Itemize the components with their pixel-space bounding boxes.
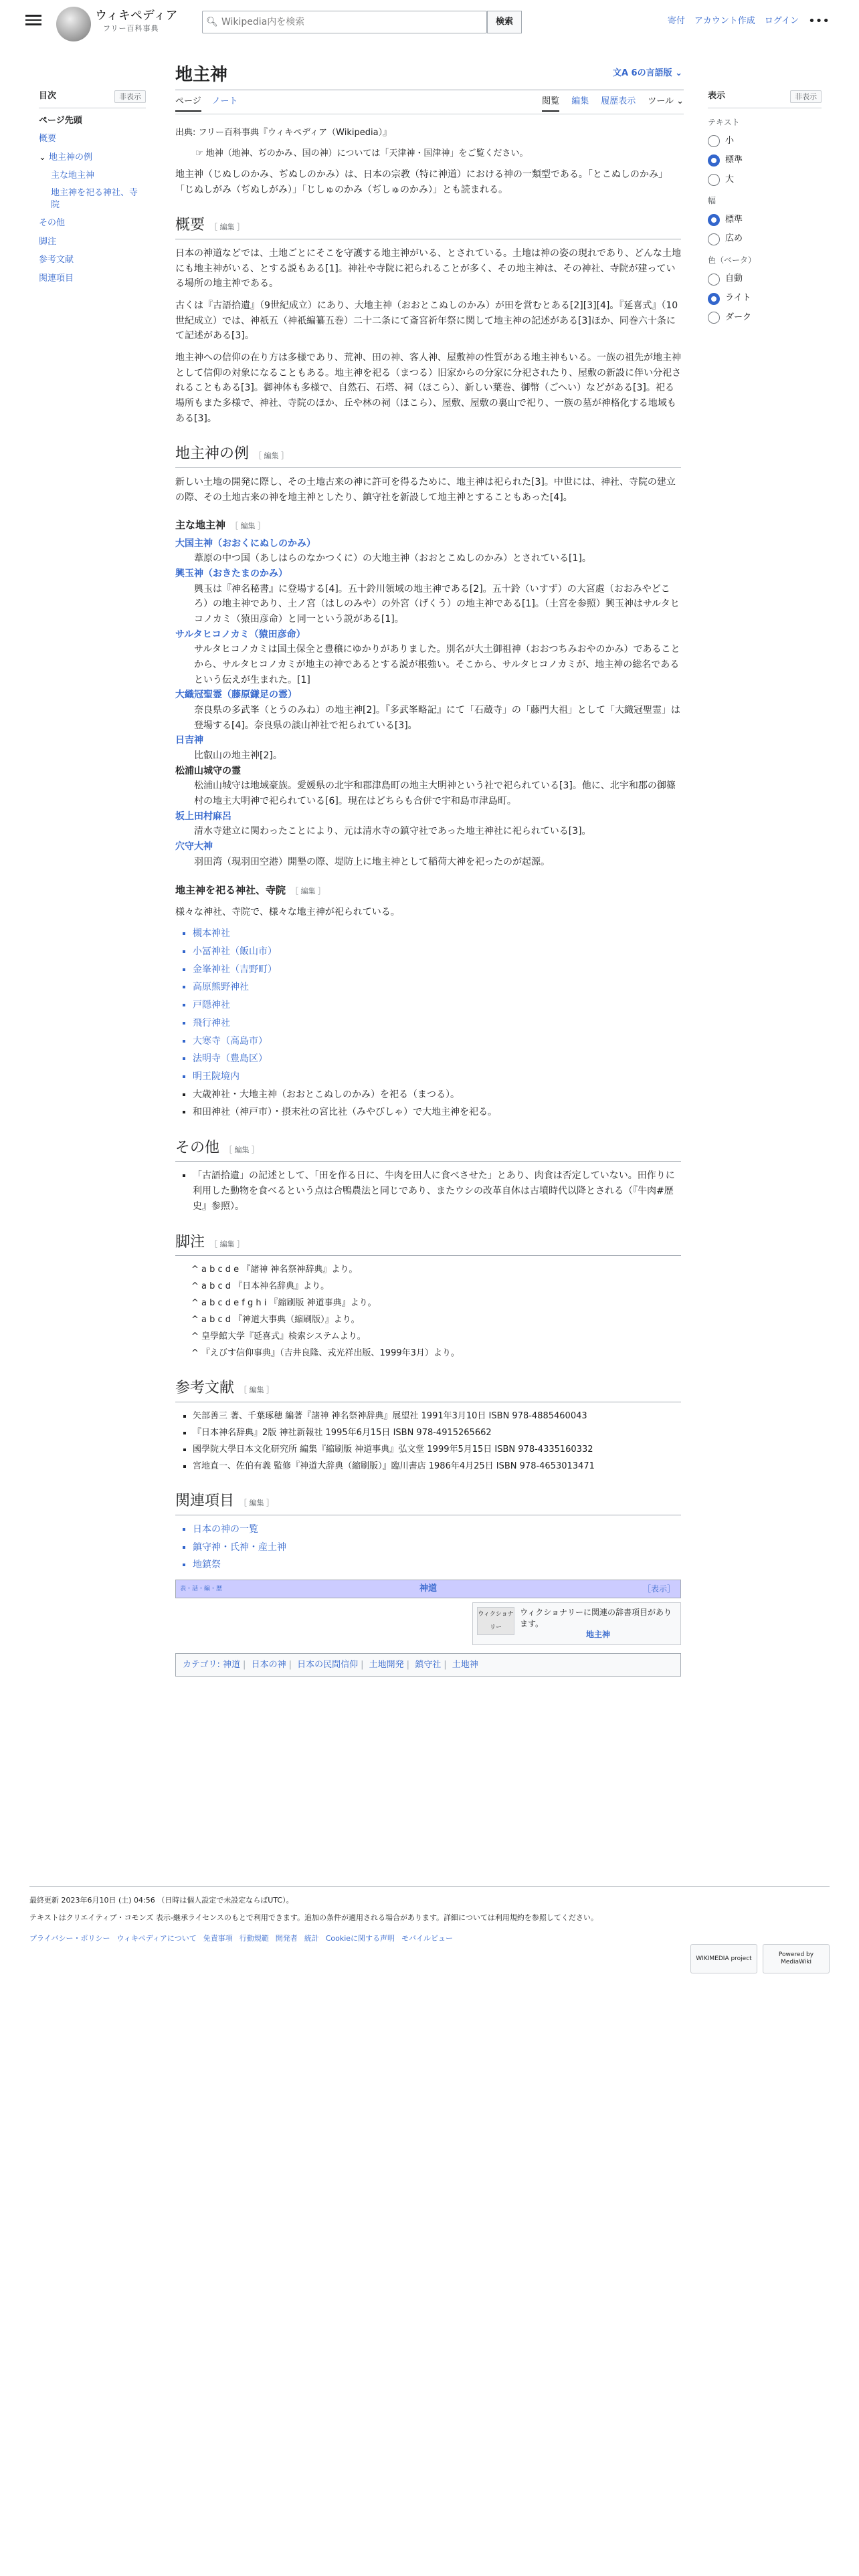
edit-section-link[interactable]: ［ 編集 ］ (225, 1145, 260, 1154)
tab-history[interactable]: 履歴表示 (601, 96, 636, 106)
mediawiki-badge[interactable]: Powered by MediaWiki (763, 1944, 830, 1973)
color-light[interactable]: ライト (708, 292, 822, 306)
notes-list (191, 1263, 681, 1360)
note-item: ^ a b c d 『日本神名辞典』より。 (191, 1281, 330, 1292)
edit-section-link[interactable]: ［ 編集 ］ (254, 451, 289, 461)
deity-term[interactable]: 大織冠聖霊（藤原鎌足の霊） (175, 689, 297, 701)
page-footer (29, 1886, 830, 1965)
deity-desc: サルタヒコノカミは国土保全と豊穣にゆかりがありました。別名が大土御祖神（おおつちみおやのかみ）であることから、サルタヒコノカミが地主の神であるとする説が根強い。そこから、サルタヒコノカミが、地主神の総名であるという伝えが生まれた。[1] (194, 644, 680, 685)
main-menu-icon[interactable] (25, 12, 41, 28)
reference-item: ▪ 宮地直一、佐伯有義 監修『神道大辞典（縮刷版）』臨川書店 1986年4月25日 ISBN 978-4653013471 (193, 1459, 681, 1473)
search-box (202, 11, 487, 33)
related-list (193, 1522, 681, 1573)
deity-desc: 比叡山の地主神[2]。 (194, 750, 282, 762)
edit-section-link[interactable]: ［ 編集 ］ (231, 522, 266, 531)
note-item: ^ a b c d e f g h i 『縮刷版 神道事典』より。 (191, 1298, 377, 1309)
translate-icon: 文A (612, 68, 632, 78)
appearance-title: 表示 (708, 91, 726, 101)
deity-term[interactable]: 穴守大神 (175, 841, 213, 853)
text-size-label: テキスト (708, 117, 740, 127)
donate-link[interactable]: 寄付 (667, 16, 685, 26)
toc-item[interactable]: 主な地主神 (51, 171, 95, 181)
section-heading: 地主神の例 ［ 編集 ］ (175, 442, 681, 468)
color-auto[interactable]: 自動 (708, 272, 822, 286)
deity-desc: 葦原の中つ国（あしはらのなかつくに）の大地主神（おおとこぬしのかみ）とされている[1]。 (194, 553, 591, 564)
references-list (193, 1409, 681, 1473)
category-link[interactable]: 土地開発 (369, 1660, 404, 1671)
list-item[interactable]: ▪ 明王院境内 (193, 1069, 681, 1085)
section-heading: 関連項目 ［ 編集 ］ (175, 1489, 681, 1515)
list-item[interactable]: ▪ 鎮守神・氏神・産土神 (193, 1540, 681, 1555)
list-item[interactable]: ▪ 日本の神の一覧 (193, 1522, 681, 1537)
width-wide[interactable]: 広め (708, 232, 822, 246)
wiktionary-box (472, 1602, 681, 1645)
toc-item[interactable]: 地主神を祀る神社、寺院 (51, 187, 138, 210)
width-label: 幅 (708, 196, 717, 206)
license-info: テキストはクリエイティブ・コモンズ 表示-継承ライセンスのもとで利用できます。追加の条件が適用される場合があります。詳細については利用規約を参照してください。 (29, 1913, 598, 1922)
section-heading: 脚注 ［ 編集 ］ (175, 1230, 681, 1257)
paragraph: 様々な神社、寺院で、様々な地主神が祀られている。 (175, 906, 400, 918)
deity-desc: 奈良県の多武峯（とうのみね）の地主神[2]。『多武峯略記』にて「石蔵寺」の「藤門大祖」として「大織冠聖霊」は登場する[4]。奈良県の談山神社で祀られている[3]。 (194, 705, 680, 731)
toc-item[interactable]: ⌄ 地主神の例 (39, 152, 93, 163)
footer-link[interactable]: 統計 (304, 1934, 319, 1943)
appearance-hide-button[interactable]: 非表示 (790, 90, 822, 104)
category-link[interactable]: 日本の民間信仰 (297, 1660, 359, 1671)
more-options-icon[interactable]: ••• (808, 14, 830, 29)
search-input[interactable] (221, 12, 486, 32)
page-title: 地主神 (175, 65, 228, 85)
subsection-heading: 地主神を祀る神社、寺院 ［ 編集 ］ (175, 883, 326, 896)
create-account-link[interactable]: アカウント作成 (694, 16, 755, 26)
footer-links (29, 1933, 830, 1945)
navbox-vte-links[interactable]: 表・話・編・歴 (180, 1585, 223, 1592)
deity-list (175, 536, 681, 870)
search-icon: 🔍︎ (206, 16, 218, 27)
chevron-down-icon[interactable]: ⌄ (39, 152, 50, 163)
deity-term[interactable]: 興玉神（おきたまのかみ） (175, 568, 288, 580)
list-item[interactable]: ▪ 小冨神社（飯山市） (193, 944, 681, 960)
tab-page[interactable]: ページ (175, 95, 201, 112)
paragraph: 地主神への信仰の在り方は多様であり、荒神、田の神、客人神、屋敷神の性質がある地主神もいる。一族の祖先が地主神として信仰の対象になることもある。地主神を祀る（まつる）旧家からの分家に分祀されたり、屋敷の新設に伴い分祀されることもある[3]。御神体も多様で、自然石、石塔、祠（ほこら）、新しい葉巻、御幣（ごへい）などがある[3]。祀る場所もまた多様で、神社、寺院のほか、丘や林の祠（ほこら）、屋敷、屋敷の裏山で祀り、一族の墓が神格化する地域もある[3]。 (175, 352, 681, 424)
subsection-heading: 主な地主神 ［ 編集 ］ (175, 519, 266, 532)
navbox-title[interactable]: 神道 (419, 1583, 437, 1594)
text-size-small[interactable]: 小 (708, 134, 822, 148)
login-link[interactable]: ログイン (764, 16, 799, 26)
deity-term: 松浦山城守の霊 (175, 765, 241, 776)
text-size-large[interactable]: 大 (708, 173, 822, 187)
list-item[interactable]: ▪ 地鎮祭 (193, 1558, 681, 1573)
category-link[interactable]: 土地神 (452, 1660, 478, 1671)
toc-item[interactable]: 脚注 (39, 236, 57, 247)
deity-term[interactable]: 日吉神 (175, 735, 203, 746)
table-of-contents (39, 90, 146, 291)
section-heading: 概要 ［ 編集 ］ (175, 213, 681, 239)
footer-link[interactable]: 行動規範 (239, 1934, 269, 1943)
list-item: ▪ 大歳神社・大地主神（おおとこぬしのかみ）を祀る（まつる）。 (193, 1087, 681, 1103)
toc-item[interactable]: 参考文献 (39, 255, 74, 265)
note-item: ^ 皇學館大学『延喜式』検索システムより。 (191, 1331, 366, 1342)
edit-section-link[interactable]: ［ 編集 ］ (240, 1499, 274, 1508)
wiktionary-logo-icon: ウィクショナリー (477, 1607, 514, 1635)
deity-desc: 興玉は『神名秘書』に登場する[4]。五十鈴川領域の地主神である[2]。五十鈴（いすず）の大宮處（おおみやどころ）の地主神であり、土ノ宮（はしのみや）の外宮（げくう）の地主神である[1]。（土宮を参照）興玉神はサルタヒコノカミ（猿田彦命）と同一という説がある[1]。 (194, 583, 680, 625)
footer-link[interactable]: 開発者 (275, 1934, 298, 1943)
tab-tools[interactable]: ツール ⌄ (648, 96, 684, 106)
wiktionary-link[interactable]: 地主神 (585, 1630, 610, 1640)
category-link[interactable]: 日本の神 (251, 1660, 286, 1671)
paragraph: 古くは『古語拾遺』（9世紀成立）にあり、大地主神（おおとこぬしのかみ）が田を営むとある[2][3][4]。『延喜式』（10世紀成立）では、神祇五（神祇編纂五巻）二十二条にて斎宮祈年祭に関して地主神の記述がある[3]ほか、同巻六十条にて記述がある[3]。 (175, 300, 678, 342)
footer-link[interactable]: ウィキペディアについて (116, 1934, 197, 1943)
reference-item: ▪ 『日本神名辞典』2版 神社新報社 1995年6月15日 ISBN 978-4915265662 (193, 1426, 681, 1440)
list-item[interactable]: ▪ 金峯神社（吉野町） (193, 962, 681, 978)
appearance-panel (708, 90, 822, 330)
reference-item: ▪ 矢部善三 著、千葉琢穂 編著『諸神 神名祭神辞典』展望社 1991年3月10日 ISBN 978-4885460043 (193, 1409, 681, 1423)
article-content (175, 119, 681, 1677)
toc-hide-button[interactable]: 非表示 (114, 90, 146, 104)
width-standard[interactable]: 標準 (708, 213, 822, 227)
deity-term[interactable]: 大国主神（おおくにぬしのかみ） (175, 538, 316, 549)
list-item[interactable]: ▪ 法明寺（豊島区） (193, 1051, 681, 1067)
list-item: ▪ 和田神社（神戸市）・摂末社の宮比社（みやびしゃ）で大地主神を祀る。 (193, 1105, 681, 1120)
lead-paragraph: 地主神（じぬしのかみ、ぢぬしのかみ）は、日本の宗教（特に神道）における神の一類型である。「とこぬしのかみ」「じぬしがみ（ぢぬしがみ）」「じしゅのかみ（ぢしゅのかみ）」とも読まれる。 (175, 169, 668, 195)
footer-link[interactable]: モバイルビュー (401, 1934, 454, 1943)
toc-title: 目次 (39, 91, 57, 101)
logo-subtitle: フリー百科事典 (103, 24, 159, 33)
edit-section-link[interactable]: ［ 編集 ］ (291, 886, 326, 895)
category-link[interactable]: 神道 (223, 1660, 241, 1671)
navbox (175, 1580, 681, 1598)
list-item[interactable]: ▪ 大寒寺（高島市） (193, 1034, 681, 1049)
last-edit-info: 最終更新 2023年6月10日 (土) 04:56 （日時は個人設定で未設定ならばUTC）。 (29, 1896, 294, 1905)
toc-item[interactable]: ページ先頭 (39, 115, 82, 126)
wikimedia-badge[interactable]: WIKIMEDIA project (690, 1944, 757, 1973)
deity-term[interactable]: サルタヒコノカミ（猿田彦命） (175, 629, 306, 640)
source-line: 出典: フリー百科事典『ウィキペディア（Wikipedia）』 (175, 128, 392, 138)
list-item[interactable]: ▪ 戸隠神社 (193, 998, 681, 1013)
section-heading: 参考文献 ［ 編集 ］ (175, 1376, 681, 1402)
deity-desc: 清水寺建立に関わったことにより、元は清水寺の鎮守社であった地主神社に祀られている[3]。 (194, 826, 591, 837)
list-item: ▪ 「古語拾遺」の記述として、「田を作る日に、牛肉を田人に食べさせた」とあり、肉食は否定していない。田作りに利用した動物を食べるという点は合鴨農法と同じであり、またウシの改革自体は古墳時代以降とされる（『牛肉#歴史』参照）。 (193, 1168, 681, 1214)
navbox-show-toggle[interactable]: ［表示］ (642, 1584, 675, 1594)
shrine-list (193, 926, 681, 1119)
list-item[interactable]: ▪ 飛行神社 (193, 1016, 681, 1031)
toc-item[interactable]: 関連項目 (39, 273, 74, 284)
deity-desc: 松浦山城守は地域豪族。愛媛県の北宇和郡津島町の地主大明神という社で祀られている[3]。他に、北宇和郡の御篠村の地主大明神で祀られている[6]。現在はどちらも合併で宇和島市津島町。 (194, 780, 676, 807)
language-button[interactable]: 文A 6の言語版 ⌄ (612, 68, 682, 78)
color-label: 色（ベータ） (708, 255, 757, 265)
reference-item: ▪ 國學院大學日本文化研究所 編集『縮刷版 神道事典』弘文堂 1999年5月15日 ISBN 978-4335160332 (193, 1442, 681, 1457)
edit-section-link[interactable]: ［ 編集 ］ (210, 1239, 245, 1249)
deity-term[interactable]: 坂上田村麻呂 (175, 811, 231, 822)
tab-read[interactable]: 閲覧 (542, 95, 559, 112)
footer-link[interactable]: プライバシー・ポリシー (29, 1934, 110, 1943)
paragraph: 日本の神道などでは、土地ごとにそこを守護する地主神がいる、とされている。土地は神の姿の現れであり、どんな土地にも地主神がいる、とする説もある[1]。神社や寺院に祀られることが多く、その地主神は、その神社、寺院が建っている場所の地主神である。 (175, 248, 681, 290)
tab-edit[interactable]: 編集 (571, 96, 589, 106)
user-links (668, 15, 830, 29)
search-button[interactable]: 検索 (487, 11, 522, 33)
tab-note[interactable]: ノート (211, 96, 238, 106)
text-size-standard[interactable]: 標準 (708, 154, 822, 168)
note-item: ^ a b c d e 『諸神 神名祭神辞典』より。 (191, 1265, 358, 1275)
toc-item[interactable]: その他 (39, 218, 66, 229)
logo-title[interactable]: ウィキペディア (95, 9, 178, 23)
deity-desc: 羽田湾（現羽田空港）開墾の際、堤防上に地主神として稲荷大神を祀ったのが起源。 (194, 856, 550, 867)
color-dark[interactable]: ダーク (708, 311, 822, 325)
category-link[interactable]: 鎮守社 (415, 1660, 442, 1671)
footer-link[interactable]: Cookieに関する声明 (325, 1934, 395, 1943)
list-item[interactable]: ▪ 槻本神社 (193, 926, 681, 942)
edit-section-link[interactable]: ［ 編集 ］ (240, 1386, 274, 1395)
categories-label[interactable]: カテゴリ: (183, 1660, 220, 1671)
category-links: カテゴリ: 神道 | 日本の神 | 日本の民間信仰 | 土地開発 | 鎮守社 | 土地神 (175, 1653, 681, 1677)
list-item[interactable]: ▪ 高原熊野神社 (193, 980, 681, 995)
disambig-icon: ☞ (195, 148, 206, 159)
hatnote: ☞ 地神（地神、ぢのかみ、国の神）については「天津神・国津神」をご覧ください。 (195, 148, 529, 159)
footer-link[interactable]: 免責事項 (203, 1934, 233, 1943)
toc-item[interactable]: 概要 (39, 134, 57, 144)
note-item: ^ 『えびす信仰事典』（吉井良隆、戎光祥出版、1999年3月）より。 (191, 1348, 460, 1359)
wiktionary-text: ウィクショナリーに関連の辞書項目があります。 (520, 1607, 672, 1628)
edit-section-link[interactable]: ［ 編集 ］ (210, 223, 245, 232)
paragraph: 新しい土地の開発に際し、その土地古来の神に許可を得るために、地主神は祀られた[3]。中世には、神社、寺院の建立の際、その土地古来の神を地主神としたり、鎮守社を新設して地主神とすることもあった[4]。 (175, 477, 676, 503)
section-heading: その他 ［ 編集 ］ (175, 1136, 681, 1162)
note-item: ^ a b c d 『神道大事典（縮刷版）』より。 (191, 1315, 360, 1325)
wikipedia-logo-icon[interactable] (56, 7, 91, 41)
site-header (0, 0, 859, 44)
other-list (193, 1168, 681, 1214)
